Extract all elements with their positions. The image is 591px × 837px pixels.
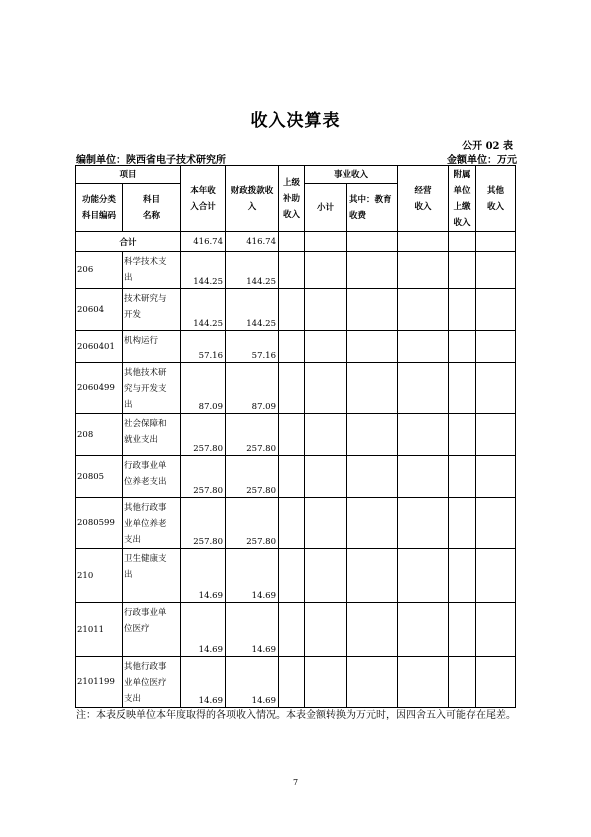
fiscal-value: 257.80 bbox=[226, 414, 279, 456]
empty-cell bbox=[398, 657, 449, 708]
total-income-value: 257.80 bbox=[181, 414, 226, 456]
empty-cell bbox=[305, 657, 347, 708]
subject-name-line: 其他行政事 bbox=[124, 662, 167, 672]
subject-name-line: 出 bbox=[124, 400, 133, 410]
total-fiscal-value: 416.74 bbox=[226, 232, 279, 252]
empty-cell bbox=[476, 414, 516, 456]
fiscal-value: 257.80 bbox=[226, 498, 279, 549]
empty-cell bbox=[398, 363, 449, 414]
total-income-value: 257.80 bbox=[181, 498, 226, 549]
table-row bbox=[76, 456, 516, 498]
empty-cell bbox=[449, 414, 476, 456]
empty-cell bbox=[305, 414, 347, 456]
empty-cell bbox=[476, 549, 516, 603]
empty-cell bbox=[476, 456, 516, 498]
income-table bbox=[75, 165, 516, 708]
subject-name-line: 开发 bbox=[124, 310, 142, 320]
subject-name bbox=[123, 456, 181, 498]
header-subject-name: 科目 名称 bbox=[123, 184, 181, 232]
subject-name bbox=[123, 414, 181, 456]
subject-name bbox=[123, 363, 181, 414]
subject-code: 206 bbox=[76, 252, 123, 289]
empty-cell bbox=[305, 549, 347, 603]
table-row bbox=[76, 289, 516, 331]
subject-code: 21011 bbox=[76, 603, 123, 657]
subject-code: 20805 bbox=[76, 456, 123, 498]
total-income-value: 14.69 bbox=[181, 657, 226, 708]
footnote: 注：本表反映单位本年度取得的各项收入情况。本表金额转换为万元时，因四舍五入可能存在尾差。 bbox=[76, 710, 516, 721]
total-income-value: 57.16 bbox=[181, 331, 226, 363]
empty-cell bbox=[305, 331, 347, 363]
empty-cell bbox=[476, 498, 516, 549]
empty-cell bbox=[449, 603, 476, 657]
empty-cell bbox=[449, 252, 476, 289]
empty-cell bbox=[449, 331, 476, 363]
subject-name bbox=[123, 252, 181, 289]
subject-code: 208 bbox=[76, 414, 123, 456]
empty-cell bbox=[279, 603, 305, 657]
empty-cell bbox=[476, 289, 516, 331]
total-income-value: 257.80 bbox=[181, 456, 226, 498]
header-business-income: 事业收入 bbox=[305, 166, 398, 184]
subject-name-line: 出 bbox=[124, 570, 133, 580]
subject-name-line: 究与开发支 bbox=[124, 384, 167, 394]
total-income-value: 144.25 bbox=[181, 289, 226, 331]
header-project: 项目 bbox=[76, 166, 181, 184]
fiscal-value: 257.80 bbox=[226, 456, 279, 498]
table-row bbox=[76, 363, 516, 414]
empty-cell bbox=[347, 363, 398, 414]
total-label: 合计 bbox=[76, 232, 181, 252]
table-row bbox=[76, 549, 516, 603]
fiscal-value: 87.09 bbox=[226, 363, 279, 414]
empty-cell bbox=[347, 414, 398, 456]
empty-cell bbox=[305, 498, 347, 549]
empty-cell bbox=[398, 289, 449, 331]
subject-name-line: 行政事业单 bbox=[124, 608, 167, 618]
empty-cell bbox=[476, 363, 516, 414]
subject-code: 2101199 bbox=[76, 657, 123, 708]
empty-cell bbox=[305, 363, 347, 414]
total-income-value: 416.74 bbox=[181, 232, 226, 252]
fiscal-value: 14.69 bbox=[226, 603, 279, 657]
empty-cell bbox=[279, 549, 305, 603]
header-total-income: 本年收 入合计 bbox=[181, 166, 226, 232]
total-income-value: 14.69 bbox=[181, 603, 226, 657]
empty-cell bbox=[279, 498, 305, 549]
subject-name-line: 支出 bbox=[124, 694, 142, 704]
empty-cell bbox=[347, 252, 398, 289]
subject-name-line: 机构运行 bbox=[124, 336, 159, 346]
data-rows bbox=[76, 252, 516, 708]
empty-cell bbox=[398, 252, 449, 289]
subject-code: 2060401 bbox=[76, 331, 123, 363]
subject-code: 20604 bbox=[76, 289, 123, 331]
subject-name bbox=[123, 603, 181, 657]
table-row bbox=[76, 657, 516, 708]
empty-cell bbox=[279, 252, 305, 289]
table-row bbox=[76, 498, 516, 549]
empty-cell bbox=[398, 603, 449, 657]
subject-name-line: 位养老支出 bbox=[124, 477, 167, 487]
subject-name-line: 就业支出 bbox=[124, 435, 159, 445]
fiscal-value: 14.69 bbox=[226, 657, 279, 708]
header-affiliated-income: 附属 单位 上缴 收入 bbox=[449, 166, 476, 232]
empty-cell bbox=[305, 289, 347, 331]
empty-cell bbox=[449, 456, 476, 498]
empty-cell bbox=[347, 289, 398, 331]
empty-cell bbox=[449, 498, 476, 549]
empty-cell bbox=[279, 289, 305, 331]
empty-cell bbox=[305, 252, 347, 289]
empty-cell bbox=[476, 252, 516, 289]
empty-cell bbox=[347, 331, 398, 363]
report-title: 收入决算表 bbox=[250, 111, 341, 131]
empty-cell bbox=[398, 331, 449, 363]
empty-cell bbox=[347, 603, 398, 657]
fiscal-value: 57.16 bbox=[226, 331, 279, 363]
empty-cell bbox=[279, 456, 305, 498]
subject-name-line: 业单位医疗 bbox=[124, 678, 167, 688]
empty-cell bbox=[279, 414, 305, 456]
empty-cell bbox=[449, 289, 476, 331]
money-unit: 金额单位：万元 bbox=[447, 155, 517, 166]
header-func-code: 功能分类 科目编码 bbox=[76, 184, 123, 232]
total-income-value: 14.69 bbox=[181, 549, 226, 603]
subject-name-line: 其他行政事 bbox=[124, 503, 167, 513]
empty-cell bbox=[279, 363, 305, 414]
subject-name-line: 卫生健康支 bbox=[124, 554, 167, 564]
total-income-value: 144.25 bbox=[181, 252, 226, 289]
table-row bbox=[76, 603, 516, 657]
empty-cell bbox=[449, 657, 476, 708]
subject-name bbox=[123, 289, 181, 331]
subject-name-line: 支出 bbox=[124, 535, 142, 545]
subject-name-line: 其他技术研 bbox=[124, 368, 167, 378]
header-fiscal: 财政拨款收 入 bbox=[226, 166, 279, 232]
empty-cell bbox=[476, 603, 516, 657]
empty-cell bbox=[398, 456, 449, 498]
subject-name bbox=[123, 331, 181, 363]
empty-cell bbox=[476, 657, 516, 708]
subject-name-line: 业单位养老 bbox=[124, 519, 167, 529]
page-number: 7 bbox=[292, 778, 299, 787]
empty-cell bbox=[398, 498, 449, 549]
empty-cell bbox=[305, 456, 347, 498]
empty-cell bbox=[476, 331, 516, 363]
subject-name bbox=[123, 657, 181, 708]
header-superior-subsidy: 上级 补助 收入 bbox=[279, 166, 305, 232]
reporting-unit: 编制单位：陕西省电子技术研究所 bbox=[76, 155, 226, 166]
subject-name-line: 出 bbox=[124, 273, 133, 283]
subject-code: 210 bbox=[76, 549, 123, 603]
empty-cell bbox=[347, 456, 398, 498]
fiscal-value: 14.69 bbox=[226, 549, 279, 603]
subject-name bbox=[123, 498, 181, 549]
subject-name-line: 科学技术支 bbox=[124, 257, 167, 267]
subject-name-line: 位医疗 bbox=[124, 624, 150, 634]
empty-cell bbox=[279, 331, 305, 363]
total-income-value: 87.09 bbox=[181, 363, 226, 414]
header-subtotal: 小计 bbox=[305, 184, 347, 232]
empty-cell bbox=[279, 657, 305, 708]
empty-cell bbox=[449, 363, 476, 414]
empty-cell bbox=[305, 603, 347, 657]
header-education-fee: 其中：教育 收费 bbox=[347, 184, 398, 232]
empty-cell bbox=[449, 549, 476, 603]
subject-name-line: 行政事业单 bbox=[124, 461, 167, 471]
subject-name bbox=[123, 549, 181, 603]
empty-cell bbox=[347, 498, 398, 549]
empty-cell bbox=[398, 414, 449, 456]
total-row bbox=[76, 232, 516, 252]
header-other-income: 其他 收入 bbox=[476, 166, 516, 232]
fiscal-value: 144.25 bbox=[226, 252, 279, 289]
header-operating-income: 经营 收入 bbox=[398, 166, 449, 232]
empty-cell bbox=[347, 549, 398, 603]
table-row bbox=[76, 414, 516, 456]
subject-code: 2060499 bbox=[76, 363, 123, 414]
subject-name-line: 技术研究与 bbox=[124, 294, 167, 304]
subject-code: 2080599 bbox=[76, 498, 123, 549]
table-row bbox=[76, 252, 516, 289]
fiscal-value: 144.25 bbox=[226, 289, 279, 331]
empty-cell bbox=[347, 657, 398, 708]
form-number: 公开 02 表 bbox=[462, 141, 513, 152]
subject-name-line: 社会保障和 bbox=[124, 419, 167, 429]
empty-cell bbox=[398, 549, 449, 603]
table-row bbox=[76, 331, 516, 363]
